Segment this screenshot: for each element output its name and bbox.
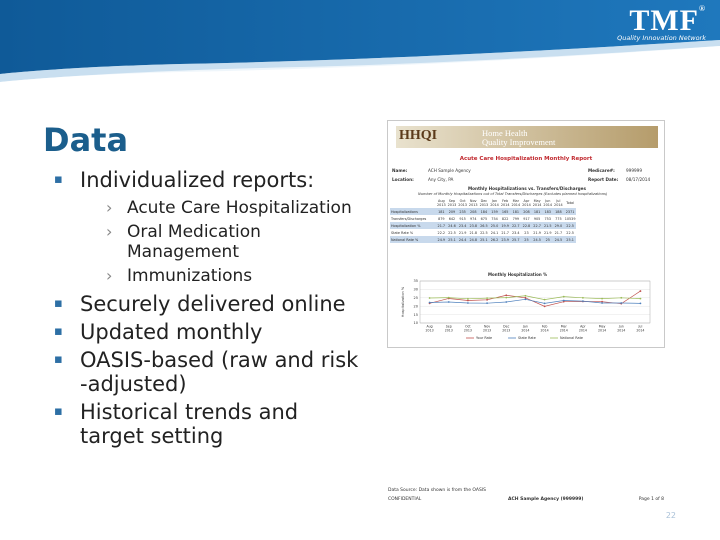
footer-agency: ACH Sample Agency (999999) — [508, 497, 584, 502]
table-cell: 19.9 — [501, 223, 509, 228]
x-tick-label: 2013 — [502, 328, 511, 333]
table-cell: 183 — [542, 208, 553, 215]
table-cell: 753 — [544, 216, 551, 221]
report-title: Acute Care Hospitalization Monthly Report — [459, 156, 593, 162]
hospitalization-chart — [396, 277, 658, 343]
table-cell: 754 — [491, 216, 498, 221]
table-cell: 21.9 — [458, 230, 467, 235]
logo — [629, 4, 706, 38]
table-cell: 188 — [553, 208, 564, 215]
x-tick-label: 2014 — [559, 328, 568, 333]
legend-label: Your Rate — [476, 336, 493, 341]
table-cell: 879 — [438, 216, 445, 221]
table-row — [390, 215, 576, 222]
x-tick-label: Nov — [483, 324, 491, 329]
bullet-text: Historical trends and target setting — [80, 400, 299, 448]
y-tick-label: 30 — [413, 287, 418, 292]
table-cell: 974 — [470, 216, 477, 221]
month-header: Sep 2013 — [447, 199, 457, 207]
bullet-item — [54, 320, 364, 344]
table-cell: 675 — [480, 216, 488, 221]
table-cell: 24.1 — [490, 230, 499, 235]
table-cell: 24.9 — [437, 237, 446, 242]
month-header: Mar 2014 — [511, 199, 521, 207]
bullet-item — [54, 168, 364, 286]
x-tick-label: 2013 — [425, 328, 434, 333]
report-date-label: Report Date: — [588, 177, 619, 182]
y-tick-label: 10 — [413, 321, 418, 326]
data-point — [505, 301, 507, 303]
hhqi-line-2: Quality Improvement — [482, 137, 556, 147]
sub-bullet-list — [80, 198, 364, 286]
row-label: State Rate % — [391, 230, 414, 235]
table-row — [390, 229, 576, 236]
x-tick-label: Feb — [541, 324, 548, 329]
month-header: Jan 2014 — [490, 199, 499, 207]
x-tick-label: Aug — [426, 324, 433, 329]
name-value: ACH Sample Agency — [428, 168, 471, 173]
legend-label: State Rate — [518, 336, 536, 341]
header-band — [0, 0, 720, 82]
table-cell: 165 — [500, 208, 511, 215]
table-cell: 235 — [457, 208, 468, 215]
table-cell: 22.8 — [522, 223, 531, 228]
table-cell: 21.5 — [543, 223, 552, 228]
table-cell: 24.8 — [469, 237, 478, 242]
sub-bullet-item — [102, 266, 364, 286]
table-cell: 23.4 — [512, 230, 520, 235]
hhqi-line-1: Home Health — [482, 128, 528, 138]
report-data-source: Data Source: Data shown is from the OASIS — [388, 488, 486, 493]
month-header: Dec 2013 — [479, 199, 489, 207]
chart-title: Monthly Hospitalization % — [488, 272, 548, 277]
table-cell: 29.0 — [554, 223, 563, 228]
table-cell: 24.5 — [533, 237, 541, 242]
header-swoosh — [0, 0, 720, 82]
data-point — [620, 297, 622, 299]
data-point — [620, 302, 622, 304]
logo-tagline: Quality Innovation Network — [617, 34, 706, 42]
table-cell: 917 — [523, 216, 530, 221]
bullet-item — [54, 292, 364, 316]
x-tick-label: 2014 — [540, 328, 549, 333]
table-cell: 25.1 — [480, 237, 488, 242]
logo-text: TMF — [629, 4, 700, 37]
table-cell: 22.5 — [564, 222, 577, 229]
table-cell: 21.9 — [543, 230, 552, 235]
table-cell: 181 — [436, 208, 447, 215]
square-bullet-icon: ▪ — [54, 172, 63, 187]
bullet-text: Individualized reports: — [80, 168, 315, 192]
row-label: Hospitalizations — [390, 208, 436, 215]
y-tick-label: 25 — [413, 296, 418, 300]
x-tick-label: 2014 — [578, 328, 587, 333]
month-header: Feb 2014 — [500, 199, 510, 207]
y-tick-label: 35 — [413, 279, 418, 284]
table-cell: 208 — [521, 208, 532, 215]
table-cell: 25 — [521, 236, 532, 243]
table-cell: 22.7 — [533, 223, 541, 228]
footer-page: Page 1 of 8 — [638, 497, 664, 502]
table-corner — [390, 198, 436, 208]
report-footer — [388, 497, 664, 505]
table-cell: 159 — [489, 208, 500, 215]
x-tick-label: 2013 — [444, 328, 453, 333]
hospitalization-table — [390, 198, 576, 243]
table-cell: 21.7 — [501, 230, 509, 235]
x-tick-label: 2014 — [598, 328, 607, 333]
table-cell: 26.5 — [480, 223, 488, 228]
data-point — [640, 290, 642, 292]
legend-label: National Rate — [560, 336, 583, 341]
table-cell: 21.7 — [437, 223, 446, 228]
table-cell: 24.5 — [554, 237, 563, 242]
location-label: Location: — [392, 177, 414, 182]
table-cell: 822 — [501, 216, 509, 221]
trademark-icon: ® — [699, 4, 706, 13]
data-point — [467, 302, 469, 304]
data-point — [640, 298, 642, 300]
table-cell: 181 — [532, 208, 543, 215]
data-point — [467, 300, 469, 302]
x-tick-label: Apr — [580, 324, 586, 329]
y-tick-label: 15 — [413, 312, 418, 317]
chevron-right-icon: › — [106, 198, 113, 217]
sub-bullet-text: Immunizations — [127, 266, 253, 286]
medicare-value: 999999 — [626, 168, 642, 173]
data-point — [505, 297, 507, 299]
table-row — [390, 208, 576, 215]
location-value: Any City, PA — [428, 177, 454, 182]
report-thumbnail — [387, 120, 665, 348]
table-cell: 21.8 — [469, 230, 478, 235]
chevron-right-icon: › — [106, 222, 113, 241]
month-header: Total — [566, 201, 575, 205]
bullet-list — [54, 168, 364, 448]
x-tick-label: 2014 — [521, 328, 530, 333]
data-point — [601, 298, 603, 300]
name-label: Name: — [392, 168, 408, 173]
table-subcaption: Number of Monthly Hospitalizations out of Total Transfers/Discharges (Excludes planned hospitalizations) — [418, 192, 608, 196]
confidential-label: CONFIDENTIAL — [388, 497, 422, 502]
data-point — [563, 296, 565, 298]
table-cell: 775 — [555, 216, 562, 221]
table-cell: 26.2 — [490, 237, 499, 242]
bullet-text: OASIS-based (raw and risk -adjusted) — [80, 348, 359, 396]
table-row — [390, 236, 576, 243]
table-cell: 23.4 — [458, 223, 467, 228]
x-tick-label: Oct — [465, 324, 471, 329]
x-tick-label: Jul — [638, 324, 643, 329]
data-point — [563, 300, 565, 302]
table-row — [390, 222, 576, 229]
hhqi-banner — [396, 126, 658, 148]
x-tick-label: Jun — [618, 324, 624, 329]
bullet-item — [54, 400, 364, 448]
sub-bullet-item — [102, 222, 364, 262]
slide-title: Data — [43, 121, 129, 159]
y-axis-label: Hospitalization % — [401, 286, 405, 318]
table-cell: 23.9 — [501, 237, 509, 242]
data-point — [601, 302, 603, 304]
table-cell: 25.1 — [564, 236, 577, 243]
x-tick-label: Dec — [503, 324, 510, 329]
table-cell: 23.8 — [469, 223, 478, 228]
sub-bullet-text: Acute Care Hospitalization — [127, 198, 352, 218]
table-cell: 25 — [542, 236, 553, 243]
table-cell: 915 — [459, 216, 466, 221]
data-point — [544, 302, 546, 304]
sub-bullet-text: Oral Medication Management — [127, 222, 261, 262]
x-tick-label: Mar — [560, 324, 567, 329]
table-cell: 25.0 — [490, 223, 499, 228]
table-cell: 22.5 — [448, 230, 456, 235]
table-cell: 184 — [479, 208, 490, 215]
table-cell: 799 — [512, 216, 520, 221]
sub-bullet-item — [102, 198, 364, 218]
row-label: Hospitalization % — [390, 222, 436, 229]
x-tick-label: 2013 — [483, 328, 492, 333]
table-cell: 208 — [468, 208, 479, 215]
table-cell: 2371 — [564, 208, 577, 215]
data-point — [429, 302, 431, 304]
data-point — [544, 305, 546, 307]
row-label: Transfers/Discharges — [391, 216, 427, 221]
table-cell: 21.9 — [533, 230, 541, 235]
table-cell: 642 — [448, 216, 456, 221]
data-point — [467, 298, 469, 300]
data-point — [448, 297, 450, 299]
month-header: Nov 2013 — [468, 199, 478, 207]
month-header: Jul 2014 — [554, 199, 563, 207]
data-point — [582, 300, 584, 302]
month-header: Aug 2013 — [437, 199, 446, 207]
slide-page-number: 22 — [665, 511, 676, 520]
data-point — [525, 295, 527, 297]
y-tick-label: 20 — [413, 304, 418, 309]
x-tick-label: 2013 — [463, 328, 472, 333]
month-header: May 2014 — [532, 199, 542, 207]
table-cell: 25.7 — [512, 237, 520, 242]
bullet-item — [54, 348, 364, 396]
table-cell: 21.7 — [554, 230, 563, 235]
data-point — [448, 301, 450, 303]
square-bullet-icon: ▪ — [54, 352, 63, 367]
square-bullet-icon: ▪ — [54, 324, 63, 339]
data-point — [486, 302, 488, 304]
x-tick-label: 2014 — [617, 328, 626, 333]
medicare-label: Medicare#: — [588, 168, 615, 173]
data-point — [505, 294, 507, 296]
data-point — [525, 298, 527, 300]
square-bullet-icon: ▪ — [54, 296, 63, 311]
month-header: Jun 2014 — [543, 199, 553, 207]
square-bullet-icon: ▪ — [54, 404, 63, 419]
table-cell: 25.1 — [448, 237, 456, 242]
table-cell: 22.5 — [480, 230, 488, 235]
x-tick-label: May — [598, 324, 606, 329]
table-cell: 22.7 — [512, 223, 520, 228]
table-cell: 209 — [447, 208, 458, 215]
month-header: Oct 2013 — [458, 199, 467, 207]
data-point — [486, 299, 488, 301]
x-tick-label: 2014 — [636, 328, 645, 333]
hhqi-logo: HHQI — [399, 128, 438, 143]
data-point — [544, 299, 546, 301]
table-cell: 24.4 — [458, 237, 467, 242]
bullet-text: Securely delivered online — [80, 292, 346, 316]
table-cell: 23 — [524, 230, 529, 235]
data-point — [429, 297, 431, 299]
table-cell: 905 — [533, 216, 541, 221]
data-point — [582, 297, 584, 299]
table-cell: 181 — [510, 208, 521, 215]
chevron-right-icon: › — [106, 266, 113, 285]
table-cell: 22.5 — [566, 230, 574, 235]
x-tick-label: Sep — [445, 324, 452, 329]
data-point — [486, 297, 488, 299]
month-header: Apr 2014 — [522, 199, 531, 207]
table-cell: 10539 — [564, 216, 576, 221]
data-point — [640, 302, 642, 304]
table-cell: 22.2 — [437, 230, 446, 235]
row-label: National Rate % — [390, 236, 436, 243]
report-date-value: 08/17/2014 — [626, 177, 651, 182]
bullet-text: Updated monthly — [80, 320, 263, 344]
table-caption: Monthly Hospitalizations vs. Transfers/Discharges — [468, 186, 587, 191]
x-tick-label: Jan — [522, 324, 528, 329]
table-cell: 24.6 — [448, 223, 456, 228]
